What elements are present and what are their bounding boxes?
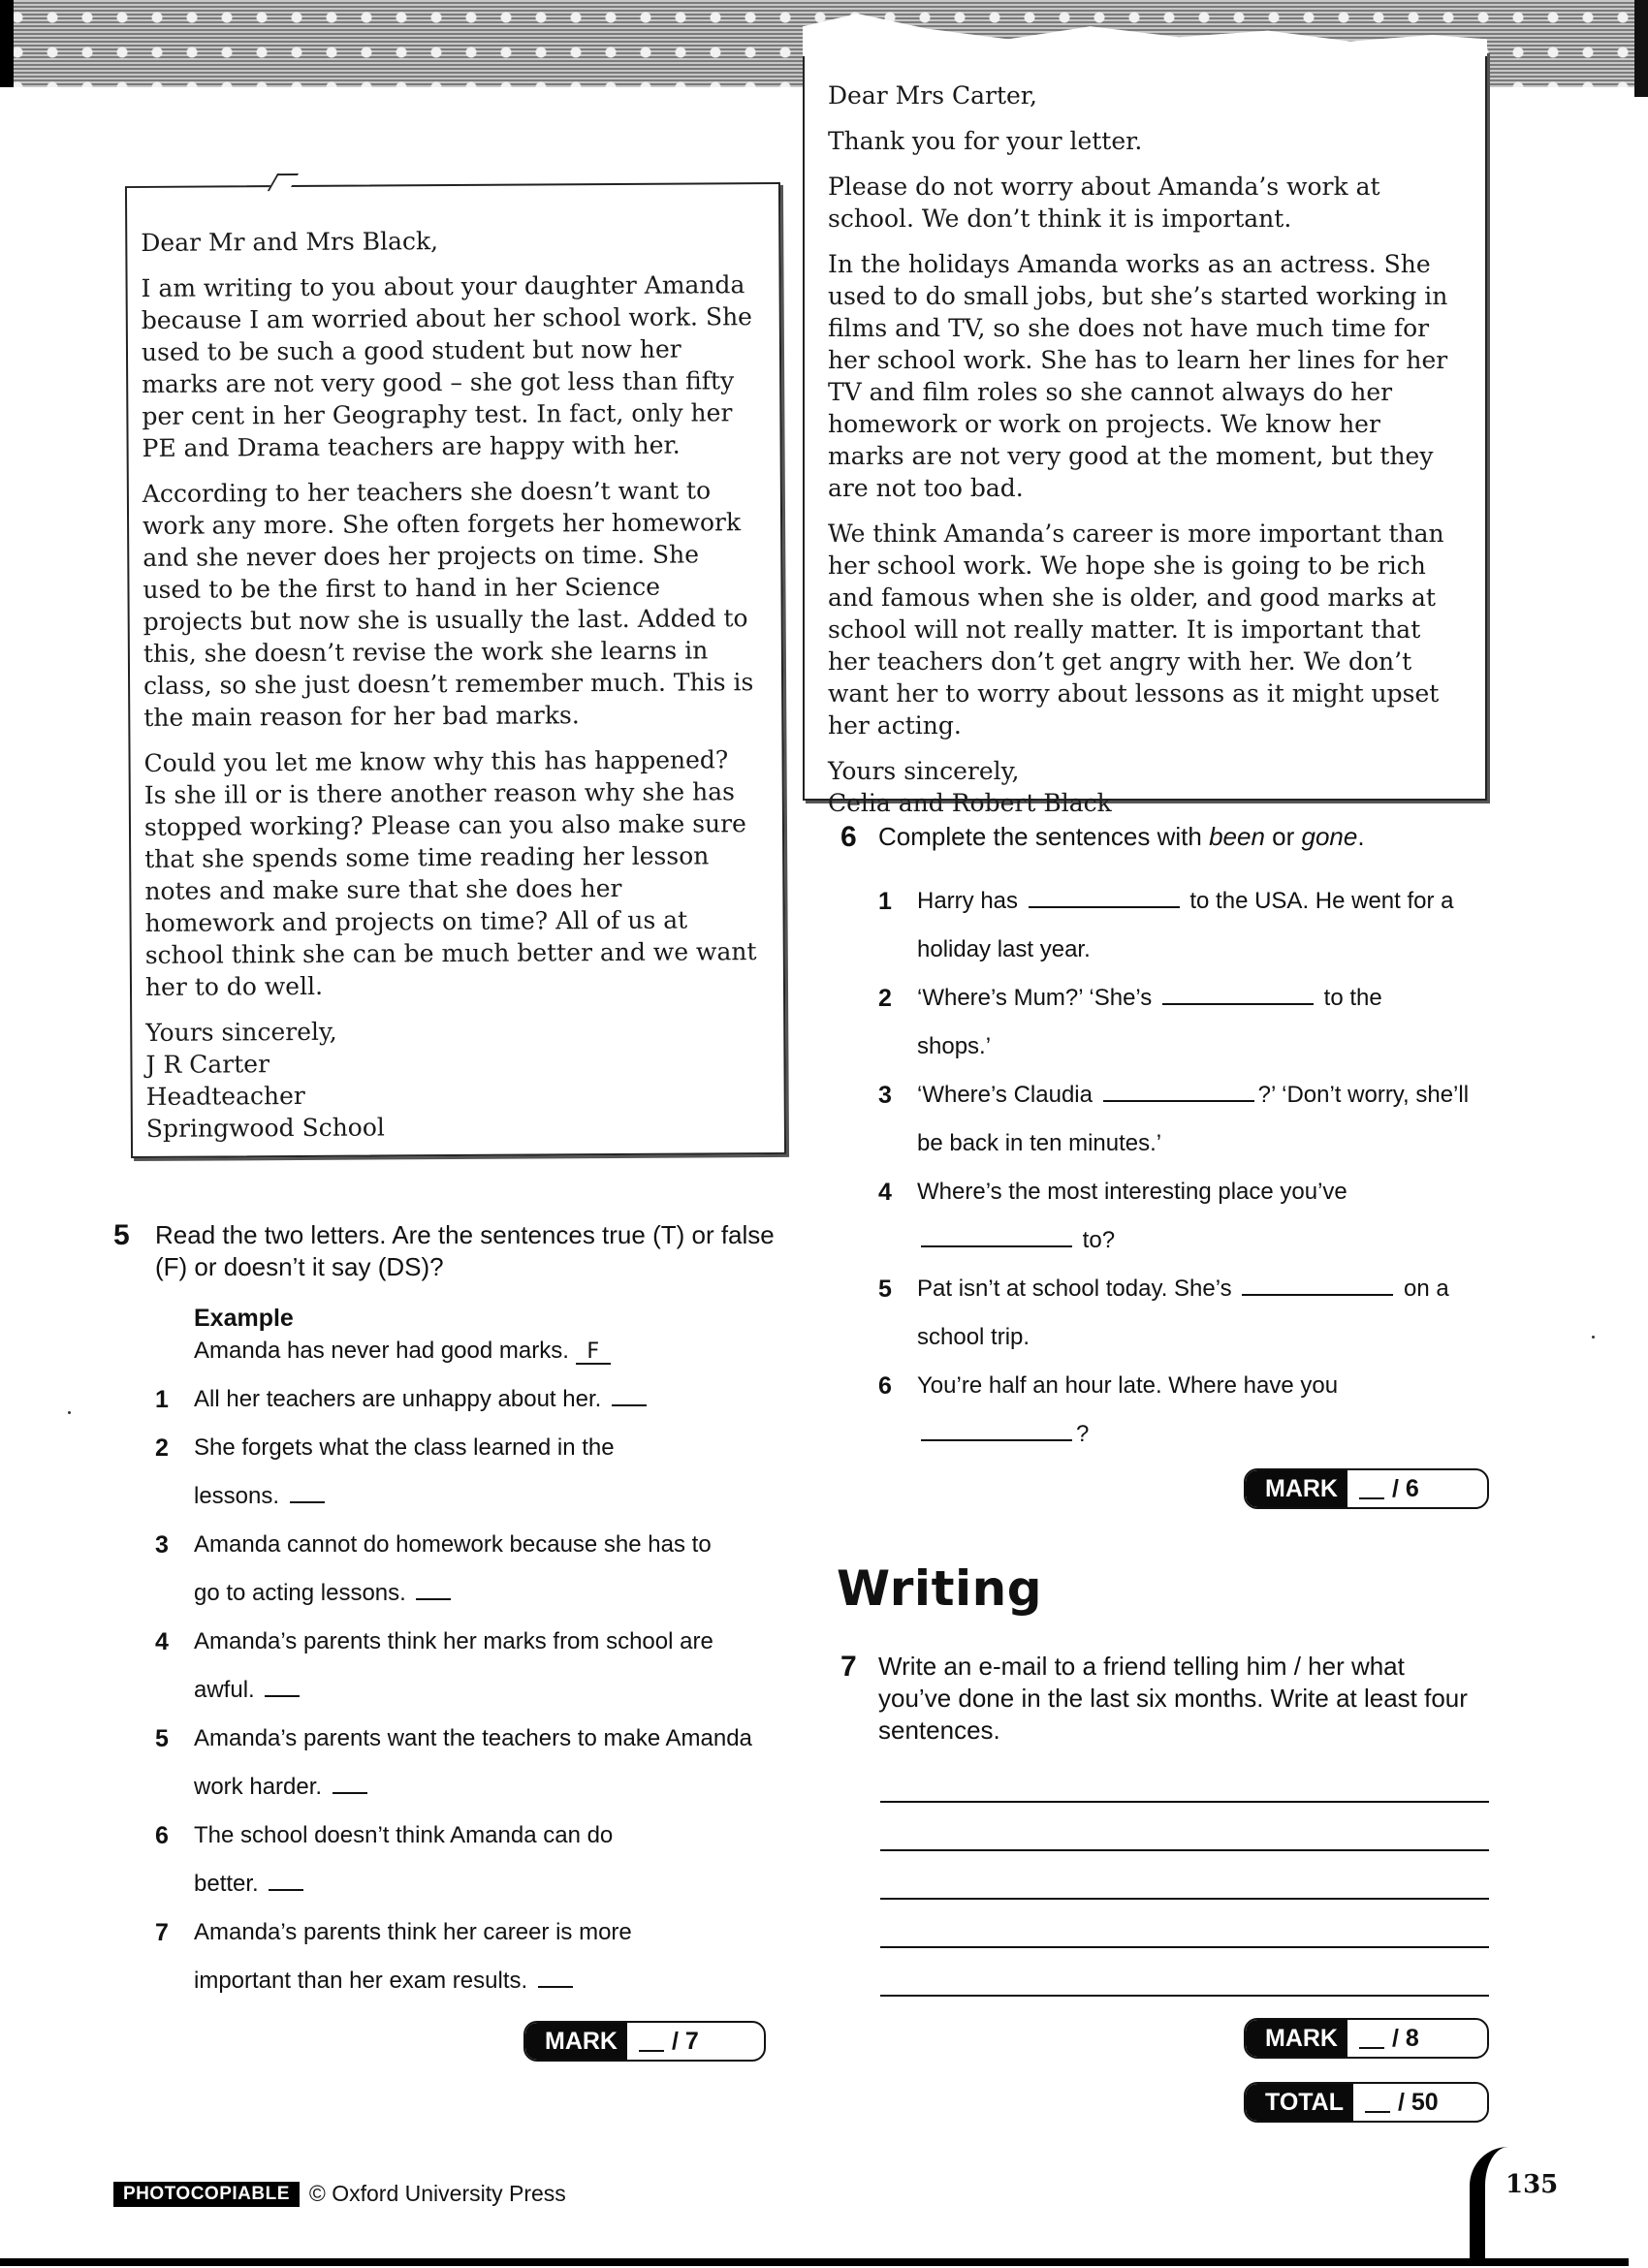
question-text: You’re half an hour late. Where have you bbox=[917, 1372, 1339, 1399]
writing-line[interactable] bbox=[880, 1801, 1489, 1803]
answer-blank[interactable] bbox=[1162, 986, 1314, 1005]
letter-paragraph: In the holidays Amanda works as an actress. She used to do small jobs, but she’s started working in films and TV, so she does not have much time for her school work. She has to learn her lines for her TV and film roles so she cannot always do her homework or work on projects. We know her marks are not very good at the moment, but they are not too bad. bbox=[828, 250, 1448, 502]
letter-closing: Yours sincerely, bbox=[828, 757, 1020, 785]
mark-label: MARK bbox=[1246, 2020, 1347, 2057]
writing-line[interactable] bbox=[880, 1946, 1489, 1948]
question-number: 3 bbox=[878, 1082, 892, 1109]
mark-score[interactable] bbox=[1347, 2020, 1487, 2057]
letter-paragraph: We think Amanda’s career is more important than her school work. We hope she is going to be rich and famous when she is older, and good marks at school will not really matter. It is important that her teachers don’t get angry with her. We don’t want her to worry about lessons as it might upset her acting. bbox=[828, 520, 1444, 740]
question-number: 5 bbox=[155, 1725, 169, 1752]
section-title-writing: Writing bbox=[837, 1560, 1042, 1617]
exercise-6-mark-box bbox=[1244, 1468, 1489, 1509]
question-number: 1 bbox=[155, 1386, 169, 1413]
tf-question bbox=[155, 1618, 776, 1715]
instruction-text: or bbox=[1264, 822, 1302, 851]
question-text: to the USA. He went for a holiday last year. bbox=[917, 888, 1454, 962]
answer-blank[interactable] bbox=[1242, 1276, 1393, 1296]
total-label: TOTAL bbox=[1246, 2084, 1353, 2121]
question-text: ? bbox=[1076, 1421, 1090, 1447]
question-text: on a school trip. bbox=[917, 1276, 1449, 1350]
answer-blank[interactable] bbox=[612, 1387, 647, 1406]
exercise-7-mark-box bbox=[1244, 2018, 1489, 2059]
letter-from-parents bbox=[803, 50, 1487, 817]
exercise-5-number: 5 bbox=[113, 1219, 130, 1251]
fill-question bbox=[878, 1168, 1402, 1265]
question-number: 7 bbox=[155, 1919, 169, 1946]
question-number: 3 bbox=[155, 1531, 169, 1559]
signature-line: Celia and Robert Black bbox=[828, 789, 1112, 817]
question-text: She forgets what the class learned in the lessons. bbox=[194, 1434, 615, 1509]
question-number: 6 bbox=[878, 1372, 892, 1400]
fill-question bbox=[878, 1362, 1421, 1459]
footer bbox=[113, 2181, 566, 2207]
tf-question bbox=[155, 1375, 776, 1424]
fill-question bbox=[878, 877, 1489, 974]
question-text: ‘Where’s Mum?’ ‘She’s bbox=[917, 985, 1153, 1011]
instruction-text: . bbox=[1357, 822, 1365, 851]
exercise-7-instruction: Write an e-mail to a friend telling him / her what you’ve done in the last six months. Write at least four sentences. bbox=[878, 1652, 1468, 1745]
example-sentence bbox=[194, 1335, 776, 1368]
answer-blank[interactable] bbox=[333, 1775, 367, 1794]
answer-blank[interactable] bbox=[265, 1678, 300, 1697]
scan-speck bbox=[1592, 1336, 1595, 1339]
exercise-5-instruction: Read the two letters. Are the sentences true (T) or false (F) or doesn’t it say (DS)? bbox=[155, 1220, 775, 1281]
exercise-5-list bbox=[155, 1302, 776, 2005]
photocopiable-badge: PHOTOCOPIABLE bbox=[113, 2182, 300, 2207]
mark-score[interactable] bbox=[1347, 1470, 1487, 1507]
question-number: 5 bbox=[878, 1276, 892, 1303]
question-number: 1 bbox=[878, 888, 892, 915]
exercise-6-number: 6 bbox=[840, 821, 857, 853]
instruction-word-been: been bbox=[1209, 822, 1265, 851]
letter-paragraph: According to her teachers she doesn’t want to work any more. She often forgets her homework and she never does her projects on time. She used to be the first to hand in her Science projects but now she is usually the last. Added to this, she doesn’t revise the work she learns in class, so she just doesn’t remember much. This is the main reason for her bad marks. bbox=[142, 476, 754, 732]
fill-question bbox=[878, 1265, 1489, 1362]
exercise-5-mark-box bbox=[523, 2021, 766, 2062]
question-text: Amanda’s parents think her marks from school are awful. bbox=[194, 1628, 713, 1703]
fill-question bbox=[878, 1071, 1489, 1168]
total-score[interactable] bbox=[1353, 2084, 1487, 2121]
question-text: All her teachers are unhappy about her. bbox=[194, 1386, 602, 1412]
letter-closing: Yours sincerely, bbox=[145, 1017, 337, 1047]
answer-blank[interactable] bbox=[290, 1484, 325, 1503]
letter-greeting: Dear Mr and Mrs Black, bbox=[141, 227, 439, 257]
instruction-word-gone: gone bbox=[1301, 822, 1358, 851]
letter-signature bbox=[145, 1013, 759, 1145]
copyright-text: © Oxford University Press bbox=[308, 2181, 566, 2206]
answer-blank[interactable] bbox=[921, 1422, 1072, 1441]
example-label: Example bbox=[194, 1305, 294, 1332]
writing-line[interactable] bbox=[880, 1995, 1489, 1997]
tf-question bbox=[155, 1424, 659, 1521]
total-mark-box bbox=[1244, 2082, 1489, 2123]
left-edge-bar bbox=[0, 0, 14, 87]
letter-paragraph: Could you let me know why this has happened? Is she ill or is there another reason why she has stopped working? Please can you also make sure that she spends some time reading her lesson notes and make sure that she does her homework and projects on time? All of us at school think she can be much better and we want her to do well. bbox=[143, 745, 757, 1001]
mark-score[interactable] bbox=[627, 2023, 764, 2060]
tf-question bbox=[155, 1521, 727, 1618]
page-number: 135 bbox=[1505, 2170, 1559, 2199]
letter-paragraph: I am writing to you about your daughter Amanda because I am worried about her school work. She used to be such a good student but now her marks are not very good – she got less than fifty per cent in her Geography test. In fact, only her PE and Drama teachers are happy with her. bbox=[141, 270, 753, 462]
writing-line[interactable] bbox=[880, 1898, 1489, 1900]
question-text: Where’s the most interesting place you’ve bbox=[917, 1179, 1347, 1205]
question-number: 2 bbox=[878, 985, 892, 1012]
answer-blank[interactable] bbox=[1029, 889, 1180, 908]
tf-question bbox=[155, 1908, 698, 2005]
mark-total: / 7 bbox=[672, 2027, 699, 2055]
question-text: ?’ ‘Don’t worry, she’ll be back in ten minutes.’ bbox=[917, 1082, 1470, 1156]
question-number: 2 bbox=[155, 1434, 169, 1462]
exercise-6-list bbox=[878, 877, 1489, 1459]
mark-total: / 6 bbox=[1392, 1474, 1419, 1502]
example-text: Amanda has never had good marks. bbox=[194, 1338, 569, 1364]
fill-question bbox=[878, 974, 1450, 1071]
mark-label: MARK bbox=[1246, 1470, 1347, 1507]
answer-blank[interactable] bbox=[921, 1228, 1072, 1247]
letter-paragraph: Thank you for your letter. bbox=[828, 127, 1143, 155]
mark-total: / 8 bbox=[1392, 2024, 1419, 2052]
total-value: / 50 bbox=[1398, 2088, 1439, 2116]
question-number: 6 bbox=[155, 1822, 169, 1849]
example-answer: F bbox=[576, 1341, 611, 1365]
question-text: ‘Where’s Claudia bbox=[917, 1082, 1093, 1108]
question-text: Amanda’s parents think her career is more important than her exam results. bbox=[194, 1919, 632, 1994]
question-number: 4 bbox=[155, 1628, 169, 1655]
answer-blank[interactable] bbox=[269, 1872, 303, 1891]
signature-line: Headteacher bbox=[145, 1081, 305, 1111]
question-text: The school doesn’t think Amanda can do better. bbox=[194, 1822, 614, 1897]
exercise-6-instruction bbox=[878, 821, 1499, 853]
tf-question bbox=[155, 1715, 756, 1811]
exercise-7-number: 7 bbox=[840, 1651, 857, 1683]
scan-speck bbox=[68, 1411, 71, 1414]
question-text: to? bbox=[1082, 1227, 1116, 1253]
letter-signature bbox=[828, 755, 1464, 819]
signature-line: J R Carter bbox=[145, 1050, 270, 1079]
bottom-rule bbox=[0, 2258, 1629, 2266]
letter-greeting: Dear Mrs Carter, bbox=[828, 81, 1037, 110]
question-text: Harry has bbox=[917, 888, 1019, 914]
mark-label: MARK bbox=[525, 2023, 627, 2060]
letter-from-school bbox=[125, 182, 786, 1158]
answer-blank[interactable] bbox=[1103, 1083, 1254, 1102]
right-edge-bar bbox=[1634, 0, 1648, 97]
answer-blank[interactable] bbox=[416, 1581, 451, 1600]
signature-line: Springwood School bbox=[145, 1113, 385, 1143]
question-text: Amanda cannot do homework because she has to go to acting lessons. bbox=[194, 1531, 712, 1606]
question-text: Pat isn’t at school today. She’s bbox=[917, 1276, 1232, 1302]
tf-question bbox=[155, 1811, 659, 1908]
question-number: 4 bbox=[878, 1179, 892, 1206]
question-text: to the shops.’ bbox=[917, 985, 1382, 1059]
page-number-bracket bbox=[1470, 2147, 1508, 2258]
writing-line[interactable] bbox=[880, 1849, 1489, 1851]
letter-paragraph: Please do not worry about Amanda’s work at school. We don’t think it is important. bbox=[828, 173, 1380, 233]
answer-blank[interactable] bbox=[538, 1969, 573, 1988]
question-text: Amanda’s parents want the teachers to make Amanda work harder. bbox=[194, 1725, 752, 1800]
instruction-text: Complete the sentences with bbox=[878, 822, 1210, 851]
example-block bbox=[155, 1302, 776, 1368]
